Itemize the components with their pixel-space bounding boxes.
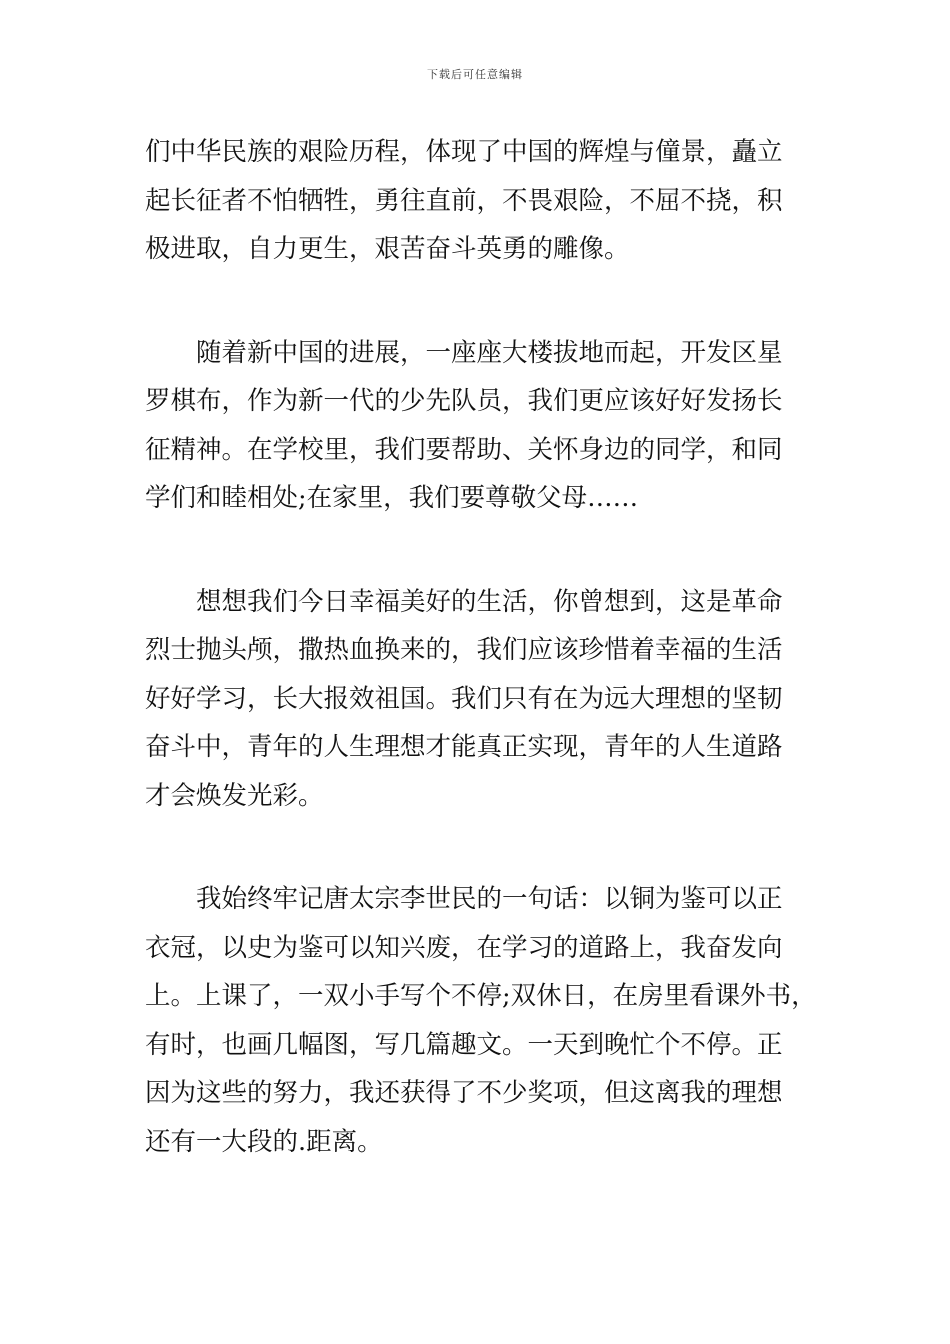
text-line: 有时，也画几幅图，写几篇趣文。一天到晚忙个不停。正 xyxy=(145,1029,783,1060)
text-line: 才会焕发光彩。 xyxy=(145,780,324,811)
paragraph-spacer xyxy=(145,274,810,329)
paragraph-spacer xyxy=(145,820,810,875)
paragraph-3 xyxy=(145,578,810,821)
paragraph-2 xyxy=(145,329,810,523)
text-line: 我始终牢记唐太宗李世民的一句话：以铜为鉴可以正 xyxy=(145,884,783,914)
text-line: 们中华民族的艰险历程，体现了中国的辉煌与僮景，矗立 xyxy=(145,137,783,167)
text-line: 起长征者不怕牺牲，勇往直前，不畏艰险，不屈不挠，积 xyxy=(145,185,783,216)
text-line: 好好学习，长大报效祖国。我们只有在为远大理想的坚韧 xyxy=(145,683,783,714)
paragraph-1 xyxy=(145,128,810,274)
text-line: 上。上课了，一双小手写个不停;双休日，在房里看课外书， xyxy=(145,981,817,1011)
text-line: 极进取，自力更生，艰苦奋斗英勇的雕像。 xyxy=(145,234,630,264)
text-line: 奋斗中，青年的人生理想才能真正实现，青年的人生道路 xyxy=(145,732,783,762)
text-line: 征精神。在学校里，我们要帮助、关怀身边的同学，和同 xyxy=(145,434,783,465)
page-header: 下载后可任意编辑 xyxy=(427,68,523,81)
paragraph-4 xyxy=(145,875,817,1166)
text-line: 因为这些的努力，我还获得了不少奖项，但这离我的理想 xyxy=(145,1078,783,1108)
text-line: 烈士抛头颅，撒热血换来的，我们应该珍惜着幸福的生活 xyxy=(145,635,783,665)
text-line: 想想我们今日幸福美好的生活，你曾想到，这是革命 xyxy=(145,586,783,617)
paragraph-spacer xyxy=(145,523,810,578)
text-line: 随着新中国的进展，一座座大楼拔地而起，开发区星 xyxy=(145,337,783,368)
text-line: 学们和睦相处;在家里，我们要尊敬父母…… xyxy=(145,483,639,513)
document-body xyxy=(145,128,817,1166)
text-line: 罗棋布，作为新一代的少先队员，我们更应该好好发扬长 xyxy=(145,386,783,416)
text-line: 衣冠，以史为鉴可以知兴废，在学习的道路上，我奋发向 xyxy=(145,932,783,963)
text-line: 还有一大段的.距离。 xyxy=(145,1126,383,1157)
